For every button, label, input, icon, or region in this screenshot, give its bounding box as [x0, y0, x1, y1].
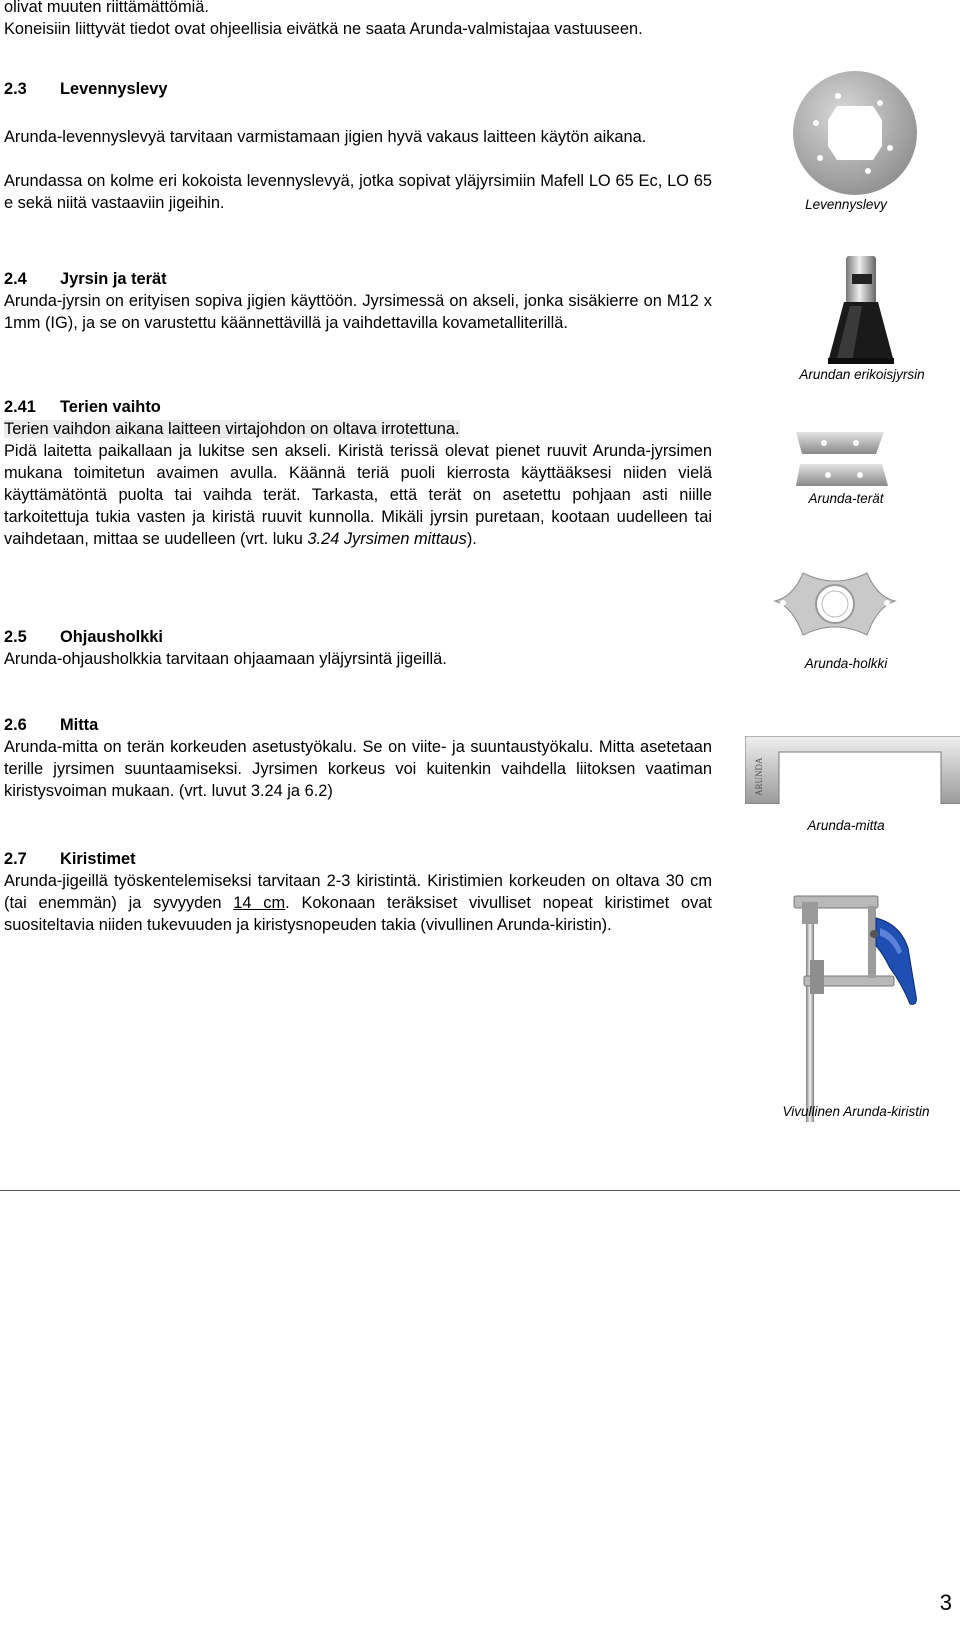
intro-line-1: olivat muuten riittämättömiä.	[4, 0, 209, 16]
section-2-4-heading	[4, 268, 712, 290]
chapter-reference: 3.24 Jyrsimen mittaus	[307, 530, 467, 548]
section-title: Ohjausholkki	[60, 628, 163, 646]
caption-terat: Arunda-terät	[808, 491, 884, 506]
section-2-41-paragraph	[4, 440, 712, 550]
section-2-41-warning	[4, 418, 712, 440]
caption-jyrsin: Arundan erikoisjyrsin	[799, 367, 925, 382]
section-number: 2.6	[4, 716, 27, 734]
holkki-image	[773, 567, 897, 643]
terat-image	[796, 432, 888, 492]
levennyslevy-image	[790, 68, 920, 198]
page-number: 3	[939, 1590, 952, 1615]
section-2-7-paragraph	[4, 870, 712, 936]
section-2-3-heading	[4, 78, 712, 100]
section-number: 2.3	[4, 80, 27, 98]
intro-line-2: Koneisiin liittyvät tiedot ovat ohjeellisia eivätkä ne saata Arunda-valmistajaa vastuuseen.	[4, 20, 643, 38]
section-2-3-paragraph-2: Arundassa on kolme eri kokoista levennyslevyä, jotka sopivat yläjyrsimiin Mafell LO 65 Ec, LO 65 e sekä niitä vastaaviin jigeihin.	[4, 172, 712, 212]
section-2-41-heading	[4, 396, 712, 418]
section-title: Mitta	[60, 716, 99, 734]
paragraph-text: Arunda-jigeillä työskentelemiseksi tarvitaan 2-3 kiristintä. Kiristimien korkeuden on oltava 30 cm (tai enemmän) ja syvyyden	[4, 872, 712, 912]
section-2-4-paragraph: Arunda-jyrsin on erityisen sopiva jigien käyttöön. Jyrsimessä on akseli, jonka sisäkierre on M12 x 1mm (IG), ja se on varustettu käännettävillä ja vaihdettavilla kovametalliterillä.	[4, 292, 712, 332]
section-number: 2.41	[4, 398, 36, 416]
section-2-3-paragraph-1: Arunda-levennyslevyä tarvitaan varmistamaan jigien hyvä vakaus laitteen käytön aikana.	[4, 128, 647, 146]
caption-mitta: Arunda-mitta	[807, 818, 885, 833]
paragraph-text-end: . Kokonaan teräksiset vivulliset nopeat kiristimet ovat suositeltavia niiden tukevuuden ja kiristysnopeuden takia (vivullinen Arunda-kiristin).	[4, 894, 712, 934]
underlined-depth: 14 cm	[233, 894, 286, 912]
paragraph-text: Pidä laitetta paikallaan ja lukitse sen akseli. Kiristä terissä olevat pienet ruuvit Arunda-jyrsimen mukana toimitetun avaimen avulla. Käännä teriä puoli kierrosta käyttääksesi niiden vielä käyttämätöntä puolta tai vaihda terät. Tarkasta, että terät on asetettu pohjaan asti niille tarkoitettuja tukia vasten ja kiristä ruuvit kunnolla. Mikäli jyrsin puretaan, kootaan uudelleen tai vaihdetaan, mittaa se uudelleen (vrt. luku	[4, 442, 712, 548]
section-number: 2.4	[4, 270, 27, 288]
mitta-image	[745, 736, 960, 804]
section-2-6-paragraph: Arunda-mitta on terän korkeuden asetustyökalu. Se on viite- ja suuntaustyökalu. Mitta asetetaan terille jyrsimen suuntaamiseksi. Jyrsimen korkeus voi kuitenkin vaihdella liitoksen vaatiman kiristysvoiman mukaan. (vrt. luvut 3.24 ja 6.2)	[4, 738, 712, 800]
footer-divider	[0, 1190, 960, 1191]
section-2-6-heading	[4, 714, 712, 736]
section-title: Jyrsin ja terät	[60, 270, 167, 288]
caption-levennyslevy: Levennyslevy	[805, 197, 887, 212]
caption-kiristin: Vivullinen Arunda-kiristin	[782, 1104, 930, 1119]
section-number: 2.5	[4, 628, 27, 646]
paragraph-end: ).	[466, 530, 477, 548]
section-2-5-heading	[4, 626, 712, 648]
section-2-5-paragraph: Arunda-ohjausholkkia tarvitaan ohjaamaan yläjyrsintä jigeillä.	[4, 650, 447, 668]
section-2-7-heading	[4, 848, 712, 870]
caption-holkki: Arunda-holkki	[804, 656, 888, 671]
section-title: Levennyslevy	[60, 80, 168, 98]
warning-highlight: Terien vaihdon aikana laitteen virtajohdon on oltava irrotettuna.	[4, 420, 460, 438]
section-number: 2.7	[4, 850, 27, 868]
jyrsin-image	[822, 256, 900, 368]
section-title: Kiristimet	[60, 850, 136, 868]
section-title: Terien vaihto	[60, 398, 161, 416]
kiristin-image	[792, 888, 922, 1124]
gauge-engraving: ARUNDA	[754, 757, 764, 796]
